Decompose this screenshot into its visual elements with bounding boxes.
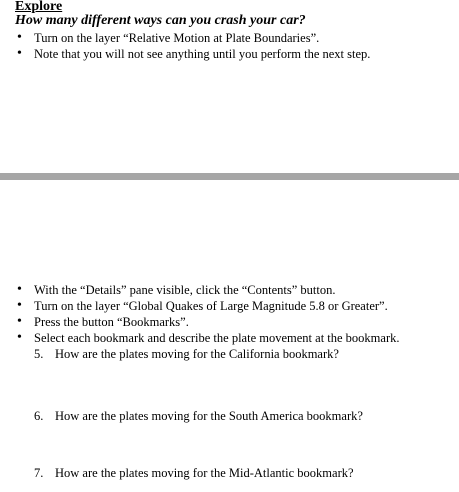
bullet-item: • Select each bookmark and describe the plate movement at the bookmark. — [0, 330, 400, 346]
section-question: How many different ways can you crash your car? — [15, 13, 306, 28]
numbered-question — [34, 408, 363, 424]
bullet-item: • Note that you will not see anything until you perform the next step. — [0, 46, 370, 62]
question-text: How are the plates moving for the Mid-Atlantic bookmark? — [55, 466, 354, 480]
question-text: How are the plates moving for the California bookmark? — [55, 347, 339, 361]
bullet-item: • Turn on the layer “Global Quakes of Large Magnitude 5.8 or Greater”. — [0, 298, 400, 314]
numbered-question — [34, 346, 339, 362]
horizontal-divider — [0, 173, 459, 180]
section-heading: Explore — [15, 0, 63, 14]
question-number: 7. — [34, 466, 44, 480]
top-bullet-list — [0, 30, 370, 62]
bullet-item: • Press the button “Bookmarks”. — [0, 314, 400, 330]
bottom-bullet-list — [0, 282, 400, 346]
bullet-item: • Turn on the layer “Relative Motion at Plate Boundaries”. — [0, 30, 370, 46]
bullet-item: • With the “Details” pane visible, click the “Contents” button. — [0, 282, 400, 298]
numbered-question — [34, 465, 354, 481]
question-text: How are the plates moving for the South America bookmark? — [55, 409, 363, 423]
question-number: 6. — [34, 409, 44, 423]
question-number: 5. — [34, 347, 44, 361]
